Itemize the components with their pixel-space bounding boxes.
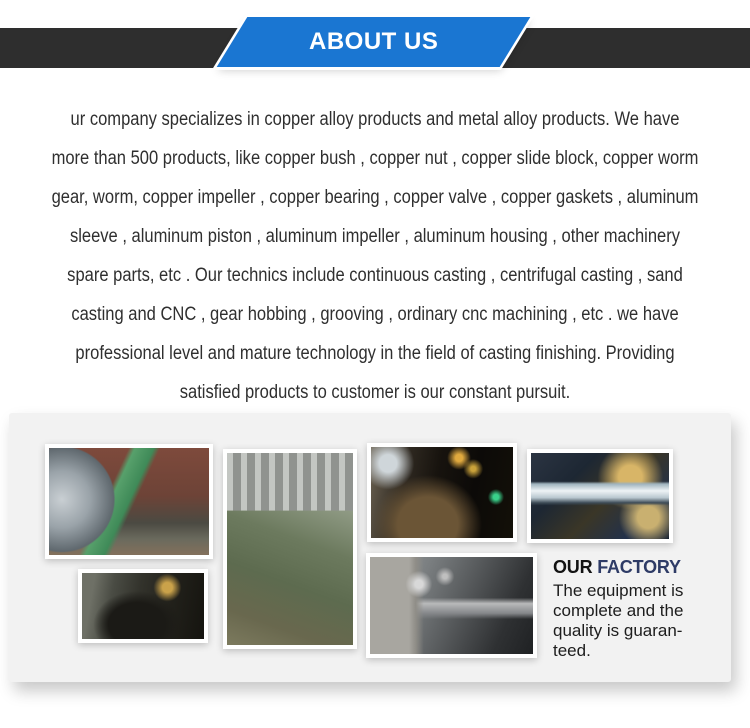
about-us-banner-title: ABOUT US <box>308 28 439 55</box>
factory-description-line: The equipment is <box>553 581 684 600</box>
cnc-workshop-photo <box>367 443 517 542</box>
factory-description <box>553 581 708 661</box>
factory-title-highlight: FACTORY <box>597 557 681 577</box>
factory-description-line: complete and the <box>553 601 684 620</box>
factory-title <box>553 557 681 578</box>
about-paragraph-line: casting and CNC , gear hobbing , grooving , ordinary cnc machining , etc . we have <box>71 304 679 325</box>
steel-shaft-photo <box>527 449 673 543</box>
about-paragraph-line: ur company specializes in copper alloy products and metal alloy products. We have <box>70 109 680 130</box>
steel-shaft-image <box>531 453 669 539</box>
shaft-closeup-photo <box>366 553 537 658</box>
factory-description-line: quality is guaran- <box>553 621 683 640</box>
cnc-workshop-image <box>371 447 513 538</box>
about-paragraph-line: professional level and mature technology in the field of casting finishing. Providing <box>75 343 675 364</box>
about-paragraph-line: sleeve , aluminum piston , aluminum impeller , aluminum housing , other machinery <box>69 226 681 247</box>
about-paragraph-line: more than 500 products, like copper bush , copper nut , copper slide block, copper worm <box>51 148 699 169</box>
furnace-wheel-image <box>82 573 204 639</box>
about-us-ribbon <box>217 17 531 67</box>
factory-title-prefix: OUR <box>553 557 598 577</box>
cooling-tank-image <box>227 453 353 645</box>
cooling-tank-photo <box>223 449 357 649</box>
furnace-wheel-photo <box>78 569 208 643</box>
about-paragraph-line: gear, worm, copper impeller , copper bearing , copper valve , copper gaskets , aluminum <box>51 187 699 208</box>
lathe-machining-photo <box>45 444 213 559</box>
about-paragraph <box>49 100 702 412</box>
lathe-machining-image <box>49 448 209 555</box>
shaft-closeup-image <box>370 557 533 654</box>
about-paragraph-line: spare parts, etc . Our technics include continuous casting , centrifugal casting , sand <box>67 265 683 286</box>
factory-description-line: teed. <box>553 641 591 660</box>
about-paragraph-line: satisfied products to customer is our constant pursuit. <box>179 382 571 403</box>
